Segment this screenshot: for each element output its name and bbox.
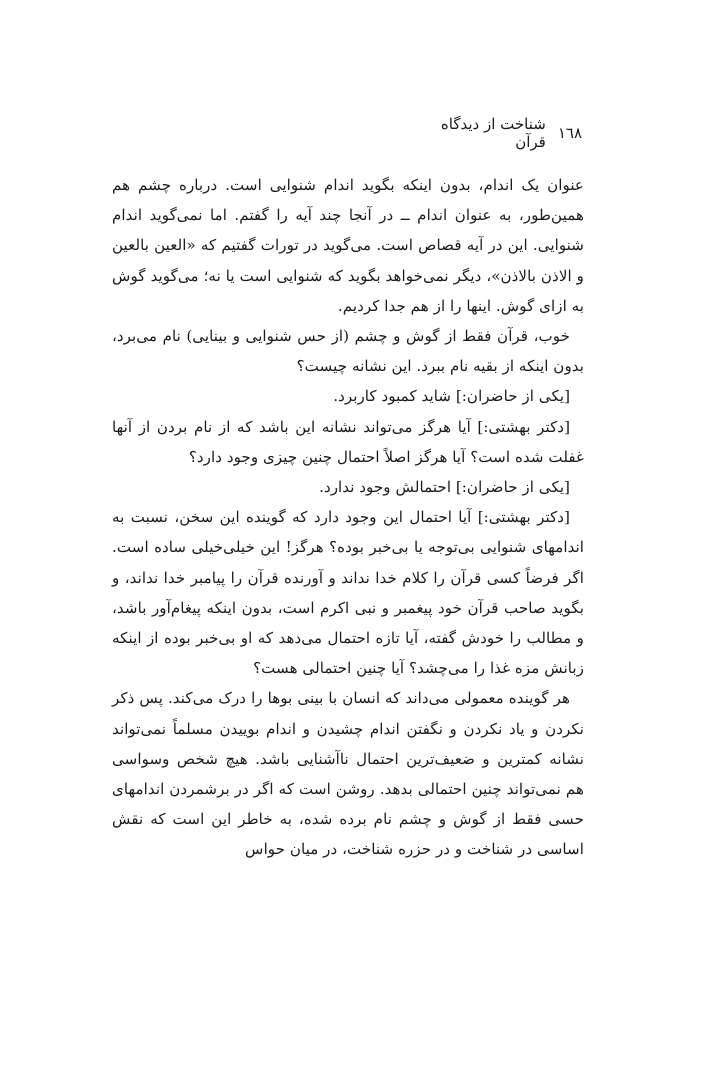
paragraph: [یکی از حاضران:] احتمالش وجود ندارد. <box>319 478 570 497</box>
body-text <box>112 170 584 865</box>
page-number: ١٦٨ <box>557 124 582 142</box>
paragraph: هر گوینده معمولی می‌داند که انسان با بینی بوها را درک می‌کند. پس ذکر نکردن و یاد نکردن و نگفتن اندام چشیدن و اندام بوییدن مسلماً نمی‌تواند نشانه کمترین و ضعیف‌ترین احتمال ناآشنایی باشد. هیچ شخص وسواسی هم نمی‌تواند چنین احتمالی بدهد. روشن است که اگر در برشمردن اندامهای حسی فقط از گوش و چشم نام برده شده، به خاطر این است که نقش اساسی در شناخت و در حزره شناخت، در میان حواس <box>112 689 584 859</box>
paragraph: خوب، قرآن فقط از گوش و چشم (از حس شنوایی و بینایی) نام می‌برد، بدون اینکه از بقیه نام ببرد. این نشانه چیست؟ <box>112 327 584 376</box>
paragraph: عنوان یک اندام، بدون اینکه بگوید اندام شنوایی است. درباره چشم هم همین‌طور، به عنوان اندام ــ در آنجا چند آیه را گفتم. اما نمی‌گوید اندام شنوایی. این در آیه قصاص است. می‌گوید در تورات گفتیم که «العین بالعین و الاذن بالاذن»، دیگر نمی‌خواهد بگوید که شنوایی است یا نه؛ می‌گوید گوش به ازای گوش. اینها را از هم جدا کردیم. <box>112 176 584 315</box>
paragraph: [دکتر بهشتی:] آیا احتمال این وجود دارد که گوینده این سخن، نسبت به اندامهای شنوایی بی‌توجه یا بی‌خبر بوده؟ هرگز! این خیلی‌خیلی ساده است. اگر فرضاً کسی قرآن را کلام خدا نداند و آورنده قرآن را پیامبر خدا نداند، و بگوید صاحب قرآن خود پیغمبر و نبی اکرم است، بدون اینکه پیغام‌آور باشد، و مطالب را خودش گفته، آیا تازه احتمال می‌دهد که او بی‌خبر بوده از اینکه زبانش مزه غذا را می‌چشد؟ آیا چنین احتمالی هست؟ <box>112 508 584 678</box>
running-title: شناخت از دیدگاه قرآن <box>440 115 546 151</box>
paragraph: [یکی از حاضران:] شاید کمبود کاربرد. <box>333 387 570 406</box>
running-header <box>410 115 582 151</box>
paragraph: [دکتر بهشتی:] آیا هرگز می‌تواند نشانه این باشد که از نام بردن از آنها غفلت شده است؟ آیا هرگز اصلاً احتمال چنین چیزی وجود دارد؟ <box>112 417 584 466</box>
